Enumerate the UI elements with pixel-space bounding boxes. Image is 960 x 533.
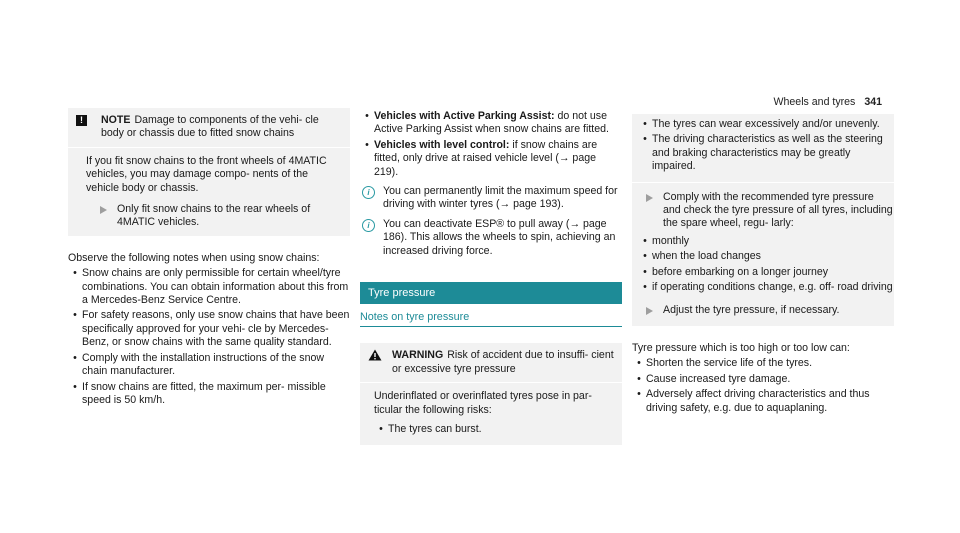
action-arrow-icon — [100, 206, 107, 214]
bullet-icon: • — [365, 110, 369, 122]
list-item: • when the load changes — [638, 250, 894, 263]
column-1 — [68, 108, 350, 409]
tip-text: You can deactivate ESP® to pull away (→ page 186). This allows the wheels to spin, achieving an increased driving force. — [383, 217, 616, 257]
bullet-icon: • — [73, 309, 77, 322]
snow-chain-intro: Observe the following notes when using snow chains: — [68, 251, 320, 264]
warning-title: Risk of accident due to insuffi- cient or excessive tyre pressure — [392, 349, 614, 375]
action-adjust-pressure — [632, 304, 894, 317]
list-item: • Snow chains are only permissible for certain wheel/tyre combinations. You can obtain information about this from a Mercedes-Benz Service Centre. — [68, 267, 350, 307]
bullet-icon: • — [643, 118, 647, 130]
bullet-icon: • — [643, 234, 647, 247]
list-item: • Vehicles with Active Parking Assist: do not use Active Parking Assist when snow chains are fitted. — [360, 110, 622, 137]
column-2 — [360, 108, 622, 445]
bullet-icon: • — [643, 281, 647, 294]
bullet-icon: • — [637, 372, 641, 385]
tip — [360, 185, 622, 212]
bullet-icon: • — [643, 250, 647, 263]
note-divider — [68, 147, 350, 148]
warning-body — [360, 385, 622, 444]
list-item: • The tyres can wear excessively and/or unevenly. — [638, 118, 894, 131]
warning-label: WARNING — [392, 349, 444, 362]
list-item: • The tyres can burst. — [374, 423, 614, 436]
action-text: Adjust the tyre pressure, if necessary. — [663, 304, 840, 317]
list-item: • if operating conditions change, e.g. off- road driving — [638, 281, 894, 294]
bullet-icon: • — [379, 423, 383, 436]
bullet-icon: • — [73, 351, 77, 364]
action-text: Comply with the recommended tyre pressure and check the tyre pressure of all tyres, including the spare wheel, regu- larly: — [663, 190, 893, 230]
bullet-label: Vehicles with Active Parking Assist: — [374, 110, 555, 122]
warning-box — [360, 343, 622, 444]
page-number: 341 — [864, 96, 882, 108]
bullet-icon: • — [637, 357, 641, 370]
warning-risk-list — [632, 118, 894, 174]
note-text: If you fit snow chains to the front wheels of 4MATIC vehicles, you may damage compo- nents of the vehicle body or chassis. — [86, 154, 327, 194]
bullet-icon: • — [637, 388, 641, 401]
column-3 — [632, 108, 894, 417]
list-item: • Comply with the installation instructions of the snow chain manufacturer. — [68, 352, 350, 379]
vehicle-notes-list — [360, 110, 622, 179]
note-box — [68, 108, 350, 236]
list-item: • The driving characteristics as well as the steering and braking characteristics may be greatly impaired. — [638, 133, 894, 173]
list-item: • Vehicles with level control: if snow chains are fitted, only drive at raised vehicle level (→ page 219). — [360, 139, 622, 179]
list-item: • before embarking on a longer journey — [638, 266, 894, 279]
subsection-title: Notes on tyre pressure — [360, 311, 622, 327]
tip — [360, 218, 622, 258]
section-title: Tyre pressure — [360, 282, 622, 304]
note-label: NOTE — [101, 114, 131, 126]
check-interval-list — [632, 235, 894, 295]
warning-divider — [632, 182, 894, 183]
list-item: • Adversely affect driving characteristics and thus driving safety, e.g. due to aquaplaning. — [632, 388, 894, 415]
list-item: • monthly — [638, 235, 894, 248]
bullet-icon: • — [643, 265, 647, 278]
snow-chain-list — [68, 267, 350, 407]
list-item: • Cause increased tyre damage. — [632, 373, 894, 386]
pressure-effects-intro: Tyre pressure which is too high or too low can: — [632, 341, 850, 354]
note-action-text: Only fit snow chains to the rear wheels of 4MATIC vehicles. — [117, 203, 311, 229]
header-title: Wheels and tyres — [773, 96, 856, 108]
note-title: Damage to components of the vehi- cle body or chassis due to fitted snow chains — [101, 114, 319, 140]
warning-triangle-icon — [368, 349, 382, 361]
bullet-icon: • — [73, 380, 77, 393]
info-icon: i — [362, 219, 375, 232]
warning-divider — [360, 382, 622, 383]
action-arrow-icon — [646, 194, 653, 202]
info-icon: i — [362, 186, 375, 199]
note-action — [86, 203, 342, 230]
warning-header — [360, 343, 622, 380]
exclamation-icon: ! — [76, 115, 87, 126]
note-header — [68, 108, 350, 145]
list-item: • For safety reasons, only use snow chains that have been specifically approved for your vehi- cle by Mercedes-Benz, or snow chains with the same quality standard. — [68, 309, 350, 349]
pressure-effects-list — [632, 357, 894, 415]
bullet-icon: • — [643, 133, 647, 146]
list-item: • Shorten the service life of the tyres. — [632, 357, 894, 370]
bullet-icon: • — [365, 138, 369, 151]
note-body — [68, 150, 350, 236]
warning-box-continued — [632, 114, 894, 326]
list-item: • If snow chains are fitted, the maximum per- missible speed is 50 km/h. — [68, 381, 350, 408]
action-arrow-icon — [646, 307, 653, 315]
tip-text: You can permanently limit the maximum speed for driving with winter tyres (→ page 193). — [383, 185, 618, 211]
bullet-label: Vehicles with level control: — [374, 138, 510, 151]
warning-list — [374, 423, 614, 436]
bullet-icon: • — [73, 267, 77, 280]
warning-text: Underinflated or overinflated tyres pose in par- ticular the following risks: — [374, 390, 592, 416]
action-check-pressure — [632, 191, 894, 231]
